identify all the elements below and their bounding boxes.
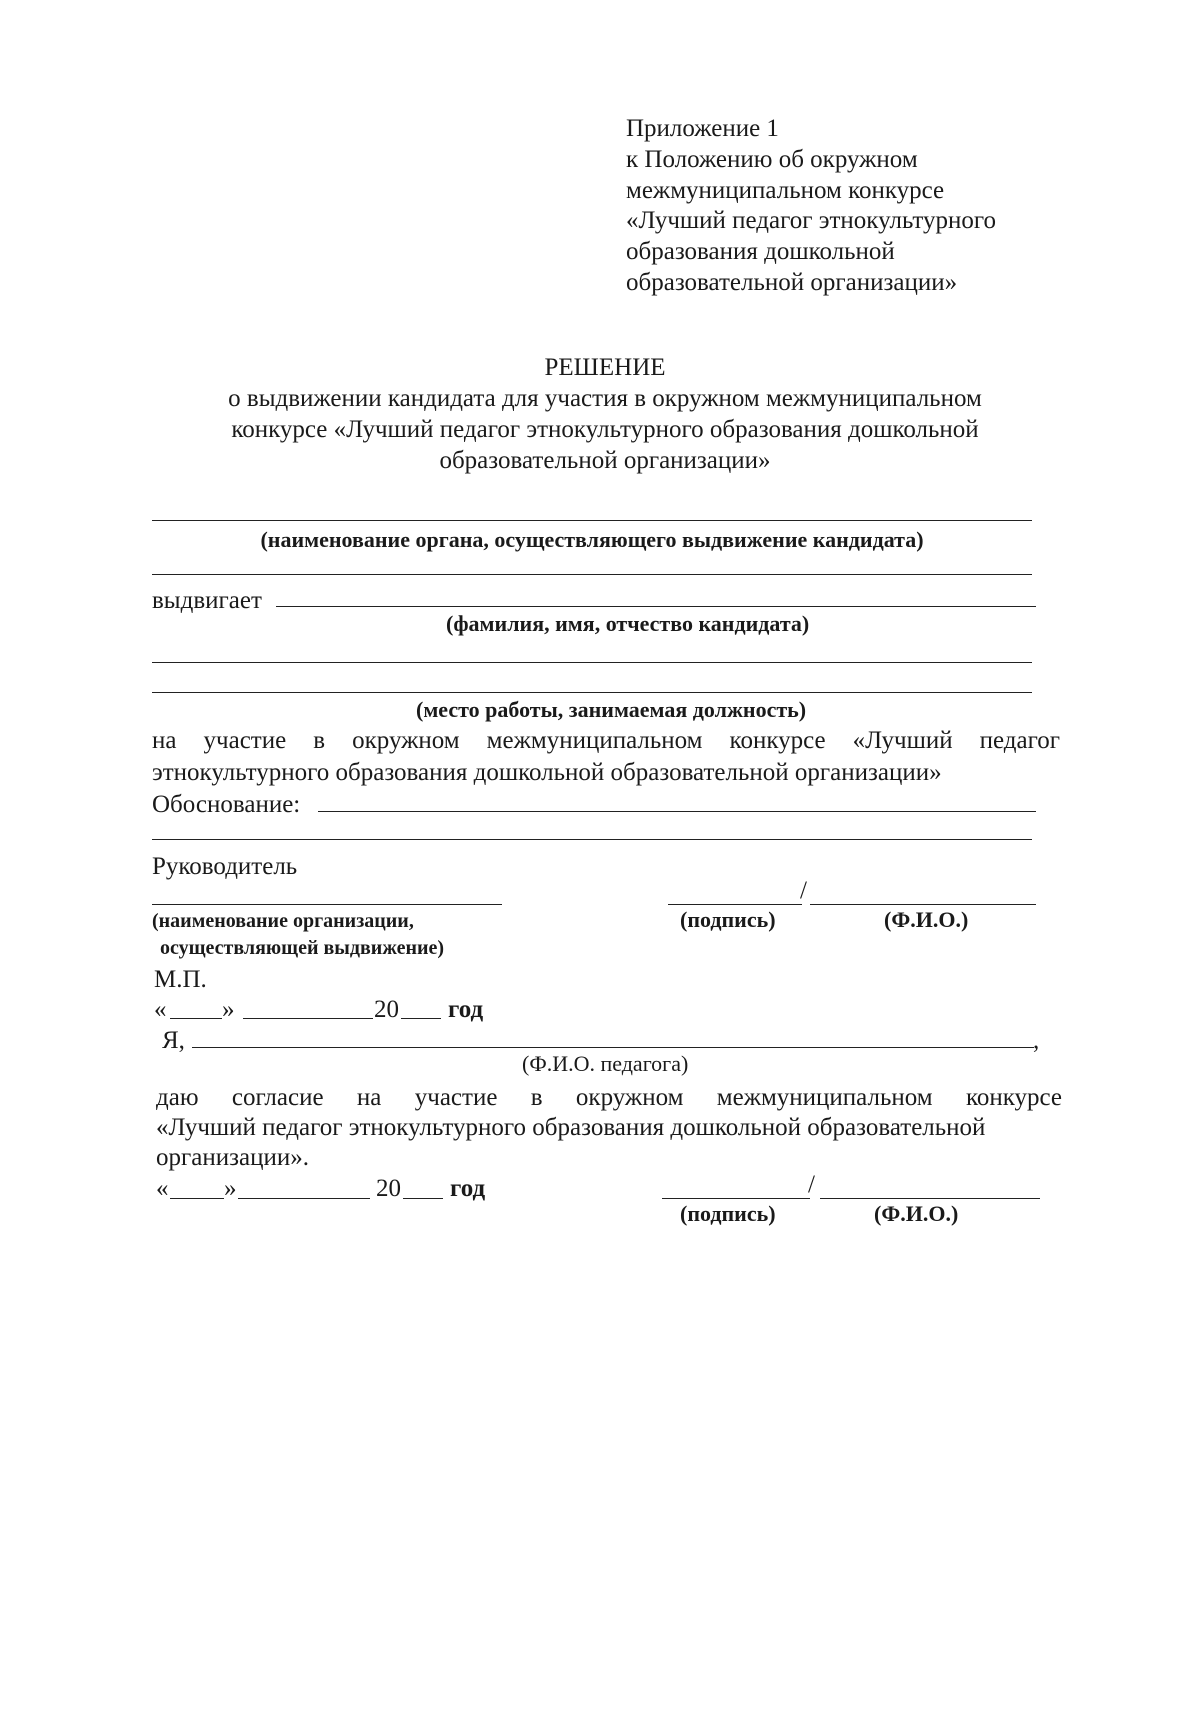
justification-field-line-1[interactable]: [318, 811, 1036, 812]
annex-line-3: межмуниципальном конкурсе: [626, 177, 945, 204]
head-signature-caption: (подпись): [680, 907, 776, 932]
candidate-name-field-line[interactable]: [276, 606, 1036, 607]
year-suffix: год: [448, 996, 484, 1023]
teacher-signature-caption: (подпись): [680, 1201, 776, 1226]
annex-line-6: образовательной организации»: [626, 269, 958, 296]
consent-line-2: «Лучший педагог этнокультурного образования дошкольной образовательной: [156, 1114, 986, 1141]
workplace-field-line-2[interactable]: [152, 692, 1032, 693]
workplace-field-line-1[interactable]: [152, 662, 1032, 663]
i-label: Я,: [162, 1027, 185, 1054]
date2-close-quote: »: [224, 1175, 237, 1202]
date-year-field-1[interactable]: [401, 1018, 441, 1019]
teacher-fio-field-line[interactable]: [192, 1047, 1034, 1048]
org-caption-2: осуществляющей выдвижение): [160, 937, 445, 959]
nominates-label: выдвигает: [152, 587, 262, 614]
teacher-slash: /: [808, 1171, 815, 1198]
organ-field-line-2[interactable]: [152, 574, 1032, 575]
org-caption-1: (наименование организации,: [152, 910, 414, 932]
date2-open-quote: «: [156, 1175, 169, 1202]
participation-line-1: на участие в окружном межмуниципальном конкурсе «Лучший педагог: [152, 727, 1060, 754]
teacher-signature-field-line[interactable]: [662, 1198, 810, 1199]
teacher-comma: ,: [1033, 1027, 1040, 1054]
head-fio-caption: (Ф.И.О.): [884, 907, 969, 932]
consent-line-3: организации».: [156, 1144, 309, 1171]
title-sub-1: о выдвижении кандидата для участия в окружном межмуниципальном: [228, 385, 982, 412]
date-day-field-2[interactable]: [170, 1198, 224, 1199]
head-signature-field-line[interactable]: [668, 904, 802, 905]
organization-name-field-line[interactable]: [152, 904, 502, 905]
teacher-caption: (Ф.И.О. педагога): [522, 1051, 689, 1076]
head-fio-field-line[interactable]: [810, 904, 1036, 905]
consent-line-1: даю согласие на участие в окружном межмуниципальном конкурсе: [156, 1084, 1062, 1111]
date-year-field-2[interactable]: [403, 1198, 443, 1199]
head-label: Руководитель: [152, 853, 298, 880]
teacher-fio-short-field-line[interactable]: [820, 1198, 1040, 1199]
teacher-fio-caption: (Ф.И.О.): [874, 1201, 959, 1226]
head-slash: /: [800, 877, 807, 904]
annex-line-5: образования дошкольной: [626, 238, 895, 265]
date-month-field-1[interactable]: [243, 1018, 373, 1019]
title-heading: РЕШЕНИЕ: [544, 354, 666, 381]
year-prefix: 20: [374, 996, 399, 1023]
workplace-caption: (место работы, занимаемая должность): [416, 697, 807, 722]
annex-line-4: «Лучший педагог этнокультурного: [626, 207, 997, 234]
date-month-field-2[interactable]: [238, 1198, 370, 1199]
participation-line-2: этнокультурного образования дошкольной образовательной организации»: [152, 759, 942, 786]
stamp-label: М.П.: [154, 966, 207, 993]
annex-line-2: к Положению об окружном: [626, 146, 918, 173]
year2-suffix: год: [450, 1175, 486, 1202]
justification-label: Обоснование:: [152, 791, 301, 818]
year2-prefix: 20: [376, 1175, 401, 1202]
justification-field-line-2[interactable]: [152, 839, 1032, 840]
title-sub-3: образовательной организации»: [439, 447, 771, 474]
fio-caption: (фамилия, имя, отчество кандидата): [446, 611, 810, 636]
annex-line-1: Приложение 1: [626, 115, 779, 142]
title-sub-2: конкурсе «Лучший педагог этнокультурного образования дошкольной: [231, 416, 979, 443]
date-open-quote: «: [154, 996, 167, 1023]
organ-caption: (наименование органа, осуществляющего выдвижение кандидата): [260, 527, 924, 552]
date-close-quote: »: [222, 996, 235, 1023]
date-day-field-1[interactable]: [170, 1018, 222, 1019]
organ-field-line[interactable]: [152, 520, 1032, 521]
